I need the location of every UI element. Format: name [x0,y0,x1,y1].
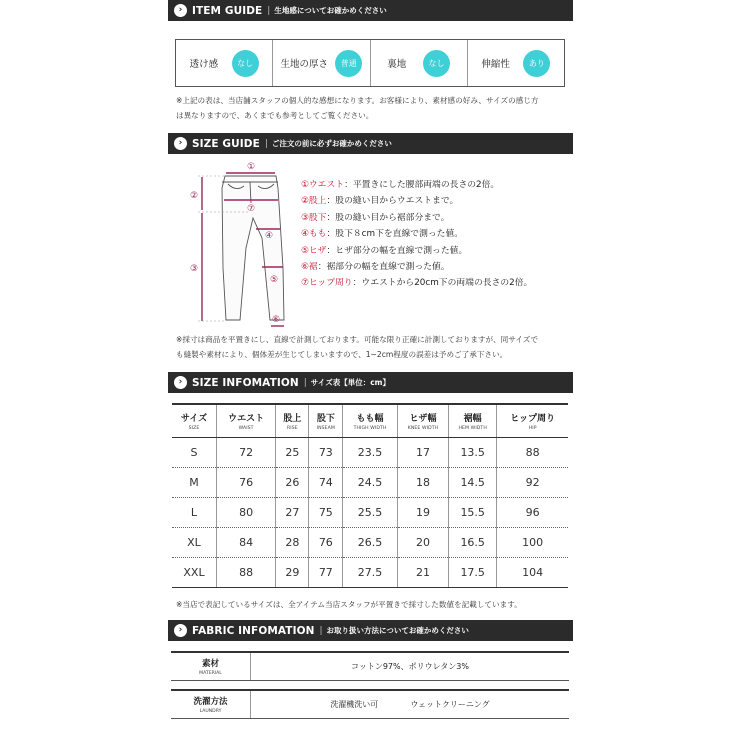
product-detail-panel [168,0,573,740]
chevron-right-icon: › [174,4,187,17]
table-cell: 18 [397,467,448,497]
marker-hem: ⑥ [271,315,281,325]
size-guide-header: › SIZE GUIDE | ご注文の前に必ずお確かめください [168,133,573,154]
chevron-right-icon: › [174,376,187,389]
guide-lining [371,40,468,86]
table-cell: 19 [397,497,448,527]
size-table-body [172,437,568,587]
col-inseam: 股下 INSEAM [309,404,343,437]
table-cell: 104 [497,557,568,587]
item-guide-header: › ITEM GUIDE | 生地感についてお確かめください [168,0,573,21]
size-table [172,403,568,588]
marker-rise: ② [189,191,199,201]
pants-outline-icon [222,176,284,320]
guide-label: 生地の厚さ [280,59,328,70]
legend-item: ③股下：股の縫い目から裾部分まで。 [301,212,450,223]
fabric-info-header: › FABRIC INFOMATION | お取り扱い方法についてお確かめください [168,620,573,641]
fabric-info-subtitle: お取り扱い方法についてお確かめください [326,626,469,635]
table-cell: 76 [216,467,275,497]
guide-badge: なし [423,50,450,77]
table-cell: 73 [309,437,343,467]
material-head: 素材 MATERIAL [171,653,251,680]
table-row [172,557,568,587]
table-cell: 74 [309,467,343,497]
table-cell: 80 [216,497,275,527]
guide-stretch [468,40,564,86]
col-knee: ヒザ幅 KNEE WIDTH [397,404,448,437]
fabric-info-title: FABRIC INFOMATION [192,624,315,637]
table-cell: 27 [276,497,309,527]
size-guide-note: ※採寸は商品を平置きにし、直線で計測しております。可能な限り正確に計測しておりますが、同サイズで も縫製や素材により、個体差が生じてしまいますので、1~2cm程度の誤差は予めご了承下さい。 [176,335,539,359]
size-guide-subtitle: ご注文の前に必ずお確かめください [271,139,392,148]
table-cell: 88 [497,437,568,467]
table-cell: 23.5 [343,437,398,467]
marker-inseam: ③ [189,264,199,274]
material-row [171,651,569,681]
legend-item: ②股上：股の縫い目からウエストまで。 [301,196,459,207]
guide-label: 伸縮性 [481,59,510,70]
item-guide-note: ※上記の表は、当店舗スタッフの個人的な感想になります。お客様により、素材感の好み、サイズの感じ方 は異なりますので、あくまでも参考としてご覧ください。 [176,96,539,120]
legend-item: ⑦ヒップ周り：ウエストから20cm下の両端の長さの2倍。 [301,278,533,289]
item-guide-title: ITEM GUIDE [192,4,263,17]
guide-badge: あり [523,50,550,77]
table-cell: 84 [216,527,275,557]
table-cell: 27.5 [343,557,398,587]
table-cell: XXL [172,557,216,587]
laundry-row [171,689,569,719]
size-info-note: ※当店で表記しているサイズは、全アイテム当店スタッフが平置きで採寸した数値を記載しています。 [176,600,522,609]
marker-hip: ⑦ [246,204,256,214]
table-cell: 25 [276,437,309,467]
table-cell: 25.5 [343,497,398,527]
table-row [172,527,568,557]
table-cell: 88 [216,557,275,587]
table-cell: 24.5 [343,467,398,497]
col-size: サイズ SIZE [172,404,216,437]
col-thigh: もも幅 THIGH WIDTH [343,404,398,437]
marker-waist: ① [246,162,256,172]
chevron-right-icon: › [174,624,187,637]
col-hip: ヒップ周り HIP [497,404,568,437]
size-info-header: › SIZE INFOMATION | サイズ表【単位：cm】 [168,372,573,393]
guide-transparency [176,40,273,86]
table-cell: 16.5 [449,527,497,557]
size-table-header [172,404,568,437]
table-cell: 75 [309,497,343,527]
table-cell: 76 [309,527,343,557]
table-cell: M [172,467,216,497]
size-info-title: SIZE INFOMATION [192,376,299,389]
item-guide-table [175,39,565,87]
col-hem: 裾幅 HEM WIDTH [449,404,497,437]
legend-item: ⑤ヒザ：ヒザ部分の幅を直線で測った値。 [301,245,468,256]
table-cell: L [172,497,216,527]
marker-knee: ⑤ [269,275,279,285]
table-cell: 17.5 [449,557,497,587]
legend-item: ④もも：股下８cm下を直線で測った値。 [301,229,464,240]
size-guide-legend [301,177,532,292]
table-row [172,437,568,467]
guide-badge: 普通 [335,50,362,77]
material-value: コットン97%、ポリウレタン3% [351,662,469,671]
legend-item: ⑥裾：裾部分の幅を直線で測った値。 [301,262,450,273]
table-row [172,467,568,497]
table-cell: 96 [497,497,568,527]
pants-measurement-diagram [188,158,298,333]
table-cell: 20 [397,527,448,557]
table-cell: 29 [276,557,309,587]
table-cell: 14.5 [449,467,497,497]
table-cell: 72 [216,437,275,467]
table-cell: 26.5 [343,527,398,557]
table-cell: 26 [276,467,309,497]
laundry-value: 洗濯機洗い可 ウェットクリーニング [330,700,490,709]
guide-thickness [273,40,370,86]
legend-item: ①ウエスト：平置きにした腰部両端の長さの2倍。 [301,180,500,190]
table-row [172,497,568,527]
marker-thigh: ④ [264,231,274,241]
table-cell: 77 [309,557,343,587]
table-cell: 28 [276,527,309,557]
table-cell: 21 [397,557,448,587]
guide-label: 裏地 [387,59,407,70]
guide-badge: なし [232,50,259,77]
col-waist: ウエスト WAIST [216,404,275,437]
table-cell: XL [172,527,216,557]
guide-label: 透け感 [189,59,219,70]
laundry-head: 洗濯方法 LAUNDRY [171,691,251,718]
table-cell: 100 [497,527,568,557]
chevron-right-icon: › [174,137,187,150]
size-guide-title: SIZE GUIDE [192,137,260,150]
size-info-subtitle: サイズ表【単位：cm】 [310,378,390,387]
table-cell: S [172,437,216,467]
table-cell: 13.5 [449,437,497,467]
table-cell: 92 [497,467,568,497]
item-guide-subtitle: 生地感についてお確かめください [274,6,387,15]
table-cell: 15.5 [449,497,497,527]
table-cell: 17 [397,437,448,467]
col-rise: 股上 RISE [276,404,309,437]
